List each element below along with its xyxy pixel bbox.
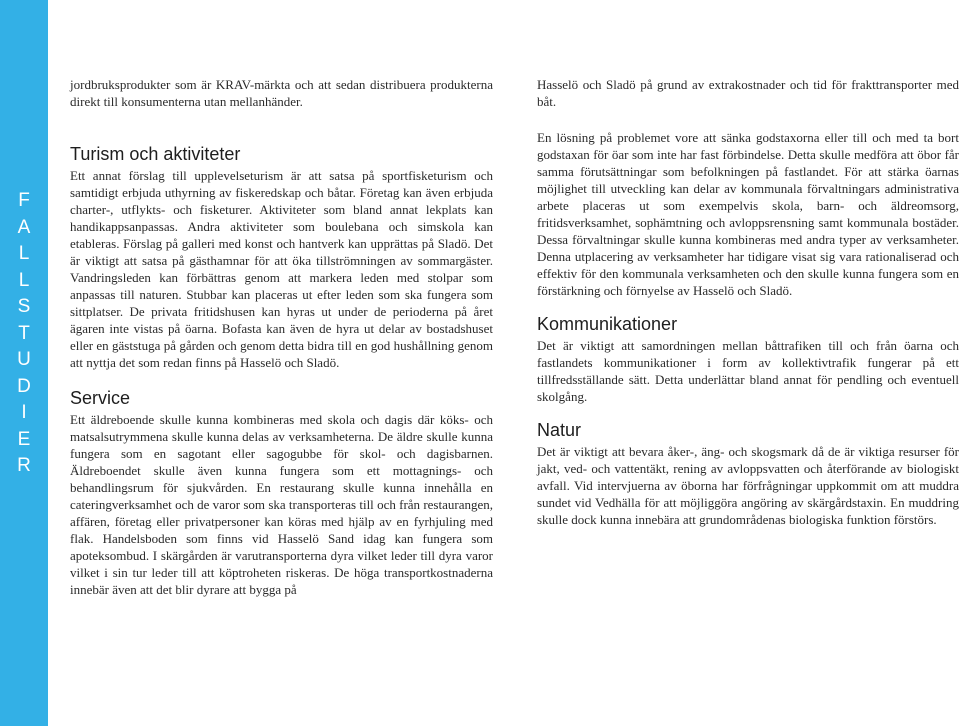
paragraph-gap [537, 110, 959, 128]
right-column [537, 76, 959, 528]
sidebar-vertical-title [0, 188, 48, 480]
sidebar-letter: A [17, 216, 31, 238]
kommunikationer-paragraph: Det är viktigt att samordningen mellan båttrafiken till och från öarna och fastlandets kommunikationer i form av kollektivtrafik fungerar på ett tillfredsställande sätt. Detta underlättar bland annat för pendling och eventuell skolgång. [537, 338, 959, 404]
solution-paragraph: En lösning på problemet vore att sänka godstaxorna eller till och med ta bort godstaxan för öar som inte har fast förbindelse. Detta skulle medföra att öbor får samma förutsättningar som befolkningen på fastlandet. För att stärka öarnas möjlighet till utveckling kan delar av kommunala förvaltningars administrativa arbete placeras ut som exempelvis skola, barn- och äldreomsorg, fritidsverksamhet, sophämtning och avloppsrensning samt kommunala bostäder. Dessa förvaltningar skulle kunna kombineras med andra typer av verksamheter. Denna utplacering av verksamheter har tidigare visat sig vara rationaliserad och effektiv för den kommunala verksamheten och den skulle kunna fungera som en förstärkning och förnyelse av Hasselö och Sladö. [537, 130, 959, 298]
sidebar-letter: S [17, 296, 31, 317]
sidebar-letter: L [18, 269, 30, 291]
service-paragraph: Ett äldreboende skulle kunna kombineras med skola och dagis där köks- och matsalsutrymmena skulle kunna delas av verksamheterna. De äldre skulle kunna fungera som en sagotant eller sagogubbe för skol- och dagisbarnen. Äldreboendet skulle även kunna fungera som ett mottagnings- och behandlingsrum för sjukvården. En restaurang skulle kunna innehålla en cateringverksamhet och de varor som ska transporteras till och från restaurangen, affären, företag eller privatpersoner kan köras med hjälp av en fyrhjuling med flak. Handelsboden som finns vid Hasselö Sand idag kan fungera som apoteksombud. I skärgården är varutransporterna dyra vilket leder till dyra varor vilket i sin tur leder till att köptroheten riskeras. De höga transportkostnaderna innebär även att det blir dyrare att bygga på [70, 412, 493, 597]
left-column [70, 76, 493, 598]
kommunikationer-heading: Kommunikationer [537, 314, 678, 334]
sidebar-letter: T [18, 322, 30, 344]
turism-heading: Turism och aktiviteter [70, 144, 241, 164]
sidebar-letter: U [17, 349, 31, 370]
sidebar-letter: L [18, 243, 30, 264]
right-intro-paragraph: Hasselö och Sladö på grund av extrakostnader och tid för frakttransporter med båt. [537, 77, 959, 109]
sidebar-band [0, 0, 48, 726]
sidebar-letter: D [17, 375, 31, 397]
sidebar-letter: R [17, 455, 31, 476]
sidebar-letter: E [17, 428, 31, 450]
turism-paragraph: Ett annat förslag till upplevelseturism är att satsa på sportfisketurism och samtidigt erbjuda uthyrning av fiskeredskap och båtar. Företag kan även erbjuda charter-, utflykts- och fisketurer. Aktiviteter som bland annat lekplats kan handikappsanpassas. Andra aktiviteter som boulebana och simskola kan etableras. Förslag på galleri med konst och hantverk kan upprättas på Sladö. Det är viktigt att satsa på gästhamnar för att öka tillströmningen av sommargäster. Vandringsleden kan förbättras genom att markera leden med stolpar som anpassas till naturen. Stubbar kan placeras ut efter leden som ska fungera som sittplatser. De privata fritidshusen kan hyras ut under de perioderna på året ägaren inte vistas på öarna. Bofasta kan även de hyra ut delar av bostadshuset eller en gäststuga på gården och genom detta bidra till en god hushållning genom att nyttja det som redan finns på Hasselö och Sladö. [70, 168, 493, 370]
left-intro-paragraph: jordbruksprodukter som är KRAV-märkta och att sedan distribuera produkterna direkt till konsumenterna utan mellanhänder. [70, 77, 493, 109]
sidebar-letter: I [21, 402, 27, 423]
sidebar-letter: F [18, 190, 30, 211]
service-heading: Service [70, 388, 131, 408]
natur-paragraph: Det är viktigt att bevara åker-, äng- och skogsmark då de är viktiga resurser för jakt, ved- och vattentäkt, rening av avloppsvatten och återförande av biologiskt avfall. Vid intervjuerna av öborna har förfrågningar uppkommit om att muddra sundet vid Vedhälla för att möjliggöra angöring av skärgårdstaxin. En muddring skulle dock kunna innebära att grundområdenas biologiska funktion förstörs. [537, 444, 959, 527]
natur-heading: Natur [537, 420, 582, 440]
